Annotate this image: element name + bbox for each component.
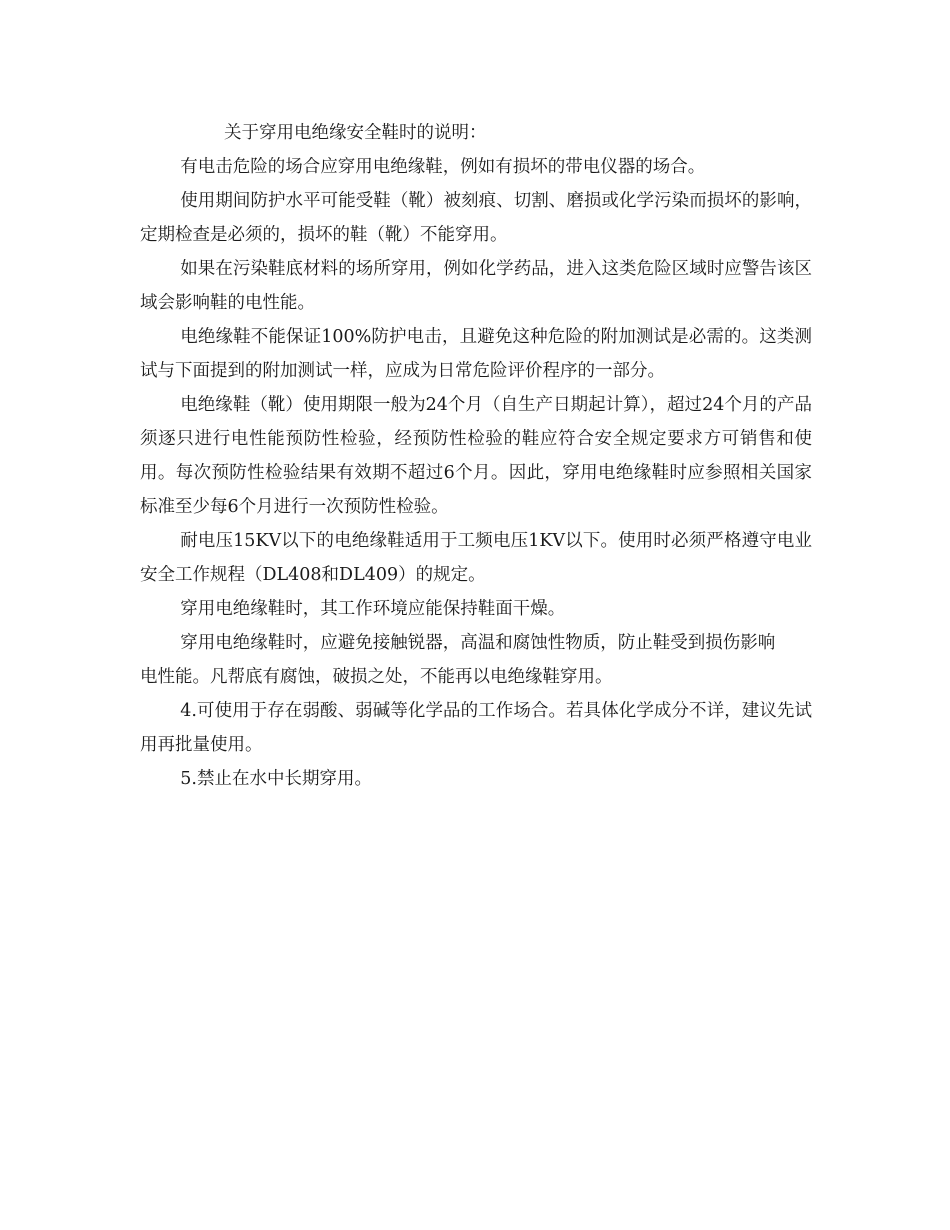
paragraph-5: 电绝缘鞋（靴）使用期限一般为24个月（自生产日期起计算），超过24个月的产品须逐只进行电性能预防性检验，经预防性检验的鞋应符合安全规定要求方可销售和使用。每次预防性检验结果有效期不超过6个月。因此，穿用电绝缘鞋时应参照相关国家标准至少每6个月进行一次预防性检验。 (140, 395, 812, 517)
paragraph-7: 穿用电绝缘鞋时，其工作环境应能保持鞋面干燥。 (180, 599, 566, 619)
paragraph-2: 使用期间防护水平可能受鞋（靴）被刻痕、切割、磨损或化学污染而损坏的影响，定期检查是必须的，损坏的鞋（靴）不能穿用。 (140, 191, 812, 245)
paragraph-3: 如果在污染鞋底材料的场所穿用，例如化学药品，进入这类危险区域时应警告该区域会影响鞋的电性能。 (140, 259, 812, 313)
paragraph-1: 有电击危险的场合应穿用电绝缘鞋，例如有损坏的带电仪器的场合。 (180, 157, 706, 177)
paragraph-11: 5.禁止在水中长期穿用。 (180, 769, 372, 789)
paragraph-6: 耐电压15KV以下的电绝缘鞋适用于工频电压1KV以下。使用时必须严格遵守电业安全工作规程（DL408和DL409）的规定。 (140, 531, 812, 585)
paragraph-4: 电绝缘鞋不能保证100%防护电击，且避免这种危险的附加测试是必需的。这类测试与下面提到的附加测试一样，应成为日常危险评价程序的一部分。 (140, 327, 812, 381)
paragraph-8: 穿用电绝缘鞋时，应避免接触锐器，高温和腐蚀性物质，防止鞋受到损伤影响 (180, 633, 776, 653)
document-body (140, 116, 812, 796)
paragraph-10: 4.可使用于存在弱酸、弱碱等化学品的工作场合。若具体化学成分不详，建议先试用再批量使用。 (140, 701, 812, 755)
document-title: 关于穿用电绝缘安全鞋时的说明： (224, 123, 487, 143)
paragraph-9: 电性能。凡帮底有腐蚀，破损之处，不能再以电绝缘鞋穿用。 (140, 667, 613, 687)
